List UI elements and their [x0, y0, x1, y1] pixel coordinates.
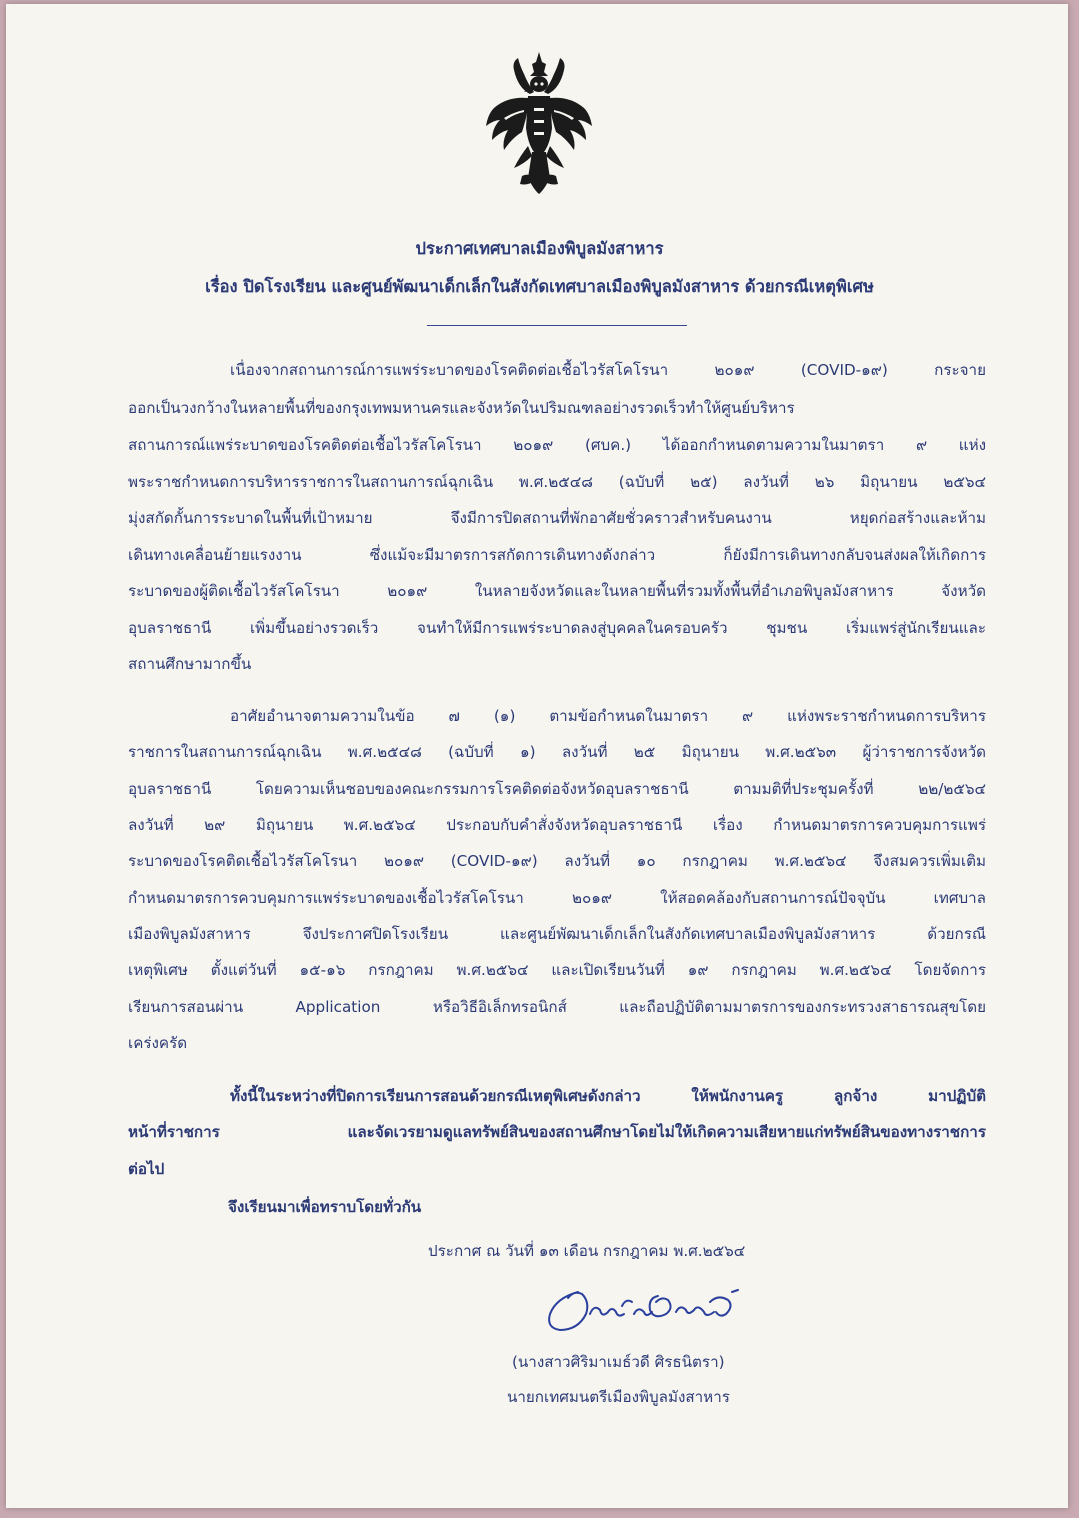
paragraph-line: อุบลราชธานี เพิ่มขึ้นอย่างรวดเร็ว จนทำให้มีการแพร่ระบาดลงสู่บุคคลในครอบครัว ชุมชน เริ่มแพร่สู่นักเรียนและ	[128, 619, 986, 637]
title-divider	[427, 325, 687, 326]
paragraph-line: เดินทางเคลื่อนย้ายแรงงาน ซึ่งแม้จะมีมาตรการสกัดการเดินทางดังกล่าว ก็ยังมีการเดินทางกลับจนส่งผลให้เกิดการ	[128, 546, 986, 564]
paragraph-line: พระราชกำหนดการบริหารราชการในสถานการณ์ฉุกเฉิน พ.ศ.๒๕๔๘ (ฉบับที่ ๒๕) ลงวันที่ ๒๖ มิถุนายน ๒๕๖๔	[128, 473, 986, 491]
paragraph-line: มุ่งสกัดกั้นการระบาดในพื้นที่เป้าหมาย จึงมีการปิดสถานที่พักอาศัยชั่วคราวสำหรับคนงาน หยุดก่อสร้างและห้าม	[128, 509, 986, 527]
paragraph-line: สถานศึกษามากขึ้น	[128, 655, 252, 673]
paragraph-line: อุบลราชธานี โดยความเห็นชอบของคณะกรรมการโรคติดต่อจังหวัดอุบลราชธานี ตามมติที่ประชุมครั้งที่ ๒๒/๒๕๖๔	[128, 780, 986, 798]
paragraph-line: ลงวันที่ ๒๙ มิถุนายน พ.ศ.๒๕๖๔ ประกอบกับคำสั่งจังหวัดอุบลราชธานี เรื่อง กำหนดมาตรการควบคุมการแพร่	[128, 816, 986, 834]
paragraph-line: เคร่งครัด	[128, 1034, 188, 1052]
announcement-title: ประกาศเทศบาลเมืองพิบูลมังสาหาร	[415, 239, 664, 258]
paragraph-line: กำหนดมาตรการควบคุมการแพร่ระบาดของเชื้อไวรัสโคโรนา ๒๐๑๙ ให้สอดคล้องกับสถานการณ์ปัจจุบัน เทศบาล	[128, 889, 986, 907]
paragraph-line: ระบาดของผู้ติดเชื้อไวรัสโคโรนา ๒๐๑๙ ในหลายจังหวัดและในหลายพื้นที่รวมทั้งพื้นที่อำเภอพิบูลมังสาหาร จังหวัด	[128, 582, 986, 600]
paragraph-line: เหตุพิเศษ ตั้งแต่วันที่ ๑๕-๑๖ กรกฎาคม พ.ศ.๒๕๖๔ และเปิดเรียนวันที่ ๑๙ กรกฎาคม พ.ศ.๒๕๖๔ โดยจัดการ	[128, 961, 986, 979]
paragraph-line: เนื่องจากสถานการณ์การแพร่ระบาดของโรคติดต่อเชื้อไวรัสโคโรนา ๒๐๑๙ (COVID-๑๙) กระจาย	[230, 361, 986, 379]
paragraph-line: เมืองพิบูลมังสาหาร จึงประกาศปิดโรงเรียน และศูนย์พัฒนาเด็กเล็กในสังกัดเทศบาลเมืองพิบูลมังสาหาร ด้วยกรณี	[128, 925, 986, 943]
garuda-emblem-icon	[484, 48, 594, 198]
paragraph-line: สถานการณ์แพร่ระบาดของโรคติดต่อเชื้อไวรัสโคโรนา ๒๐๑๙ (ศบค.) ได้ออกกำหนดตามความในมาตรา ๙ แห่ง	[128, 436, 986, 454]
paragraph-line: ออกเป็นวงกว้างในหลายพื้นที่ของกรุงเทพมหานครและจังหวัดในปริมณฑลอย่างรวดเร็วทำให้ศูนย์บริหาร	[128, 399, 795, 417]
closing-statement: จึงเรียนมาเพื่อทราบโดยทั่วกัน	[228, 1198, 422, 1216]
paragraph-line: อาศัยอำนาจตามความในข้อ ๗ (๑) ตามข้อกำหนดในมาตรา ๙ แห่งพระราชกำหนดการบริหาร	[230, 707, 986, 725]
announcement-date: ประกาศ ณ วันที่ ๑๓ เดือน กรกฎาคม พ.ศ.๒๕๖๔	[428, 1242, 746, 1260]
paragraph-line: เรียนการสอนผ่าน Application หรือวิธีอิเล็กทรอนิกส์ และถือปฏิบัติตามมาตรการของกระทรวงสาธารณสุขโดย	[128, 998, 986, 1016]
handwritten-signature	[538, 1284, 758, 1336]
paragraph-line: ระบาดของโรคติดเชื้อไวรัสโคโรนา ๒๐๑๙ (COVID-๑๙) ลงวันที่ ๑๐ กรกฎาคม พ.ศ.๒๕๖๔ จึงสมควรเพิ่มเติม	[128, 852, 986, 870]
paragraph-line: ราชการในสถานการณ์ฉุกเฉิน พ.ศ.๒๕๔๘ (ฉบับที่ ๑) ลงวันที่ ๒๕ มิถุนายน พ.ศ.๒๕๖๓ ผู้ว่าราชการจังหวัด	[128, 743, 986, 761]
paragraph-line: ทั้งนี้ในระหว่างที่ปิดการเรียนการสอนด้วยกรณีเหตุพิเศษดังกล่าว ให้พนักงานครู ลูกจ้าง มาปฏิบัติ	[230, 1087, 986, 1105]
paragraph-line: ต่อไป	[128, 1160, 165, 1178]
paragraph-line: หน้าที่ราชการ และจัดเวรยามดูแลทรัพย์สินของสถานศึกษาโดยไม่ให้เกิดความเสียหายแก่ทรัพย์สินของทางราชการ	[128, 1123, 986, 1141]
signatory-position: นายกเทศมนตรีเมืองพิบูลมังสาหาร	[507, 1388, 730, 1406]
announcement-subject: เรื่อง ปิดโรงเรียน และศูนย์พัฒนาเด็กเล็กในสังกัดเทศบาลเมืองพิบูลมังสาหาร ด้วยกรณีเหตุพิเศษ	[205, 277, 874, 296]
signatory-name: (นางสาวศิริมาเมธ์วดี ศิรธนิตรา)	[512, 1353, 725, 1371]
